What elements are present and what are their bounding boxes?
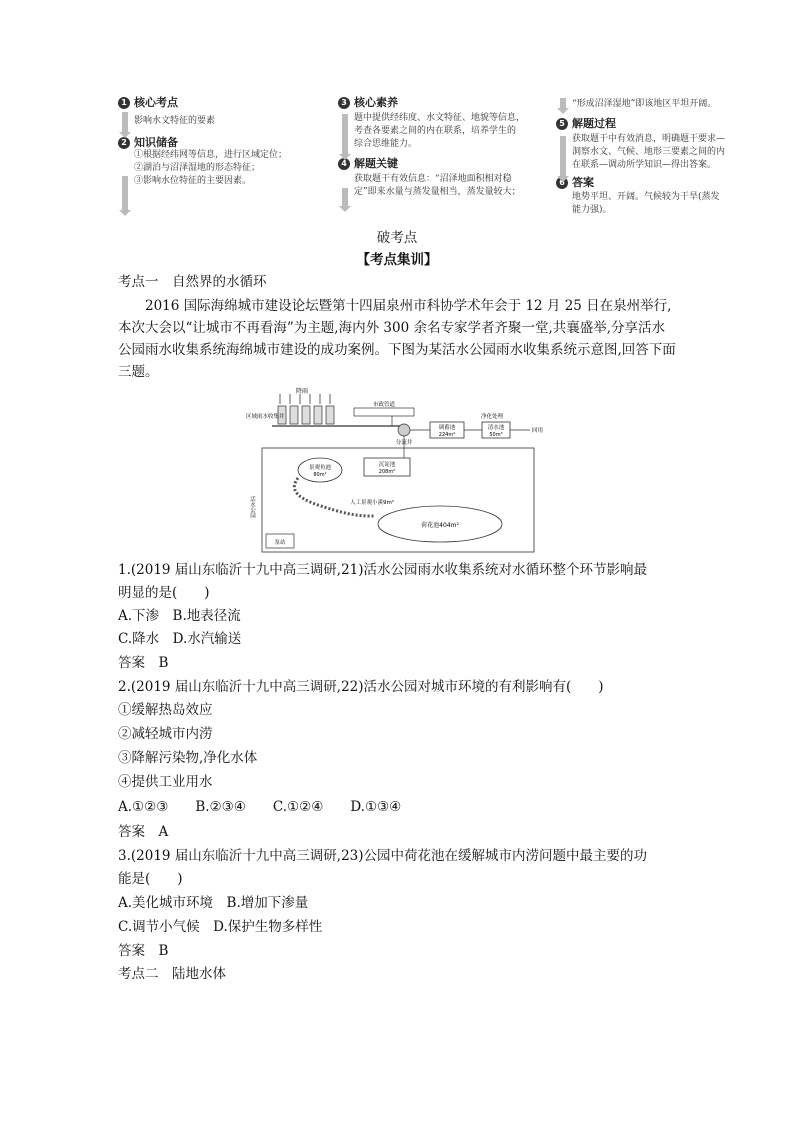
question-3-text: 3.(2019 届山东临沂十九中高三调研,23)公园中荷花池在缓解城市内涝问题中最主要的功: [118, 848, 648, 864]
subsection-title: 【考点集训】: [356, 252, 438, 268]
question-2-item: ④提供工业用水: [118, 774, 213, 790]
purify-label: 净化处理: [480, 414, 504, 420]
svg-text:泵站: 泵站: [274, 540, 286, 546]
svg-text:208m²: 208m²: [378, 469, 396, 475]
summary-column-1: 1 核心考点 影响水文特征的要素 2 知识储备 ①根据经纬网等信息，进行区域定位； ②湖泊与沼泽湿地的形态特征； ③影响水位特征的主要因素。: [118, 96, 328, 188]
rainwater-system-diagram: [244, 386, 548, 554]
svg-text:调蓄池: 调蓄池: [438, 425, 456, 431]
question-2-options: A.①②③ B.②③④ C.①②④ D.①③④: [118, 799, 402, 815]
topic-heading: 考点一 自然界的水循环: [118, 274, 267, 290]
step-key: 4 解题关键: [338, 157, 548, 170]
step-number-icon: 2: [118, 137, 130, 149]
question-3-answer: 答案 B: [118, 943, 169, 959]
pipe-label: 市政管道: [372, 402, 396, 408]
step-number-icon: 6: [556, 177, 568, 189]
svg-text:清水池: 清水池: [487, 425, 505, 431]
step-number-icon: 3: [338, 97, 350, 109]
question-1-options-a: A.下渗 B.地表径流: [118, 608, 241, 624]
summary-column-2: 3 核心素养 题中提供经纬度、水文特征、地貌等信息， 考查各要素之间的内在联系，培养学生的 综合思维能力。 4 解题关键 获取题干有效信息：“沼泽地面积相对稳 定”即来水量与蒸发量相当，蒸发量较大；: [338, 96, 548, 199]
step-number-icon: 5: [556, 118, 568, 130]
svg-text:景观鱼池: 景观鱼池: [308, 465, 332, 471]
svg-text:沉淀池: 沉淀池: [378, 462, 396, 468]
step-process: 5 解题过程: [556, 117, 766, 130]
wetland-label: 人工景观小溪9m²: [350, 500, 395, 506]
question-1-options-b: C.降水 D.水汽输送: [118, 631, 242, 647]
splitter-well: [398, 424, 410, 436]
question-3-text-cont: 能是( ): [118, 871, 183, 887]
reuse-label: 回用: [532, 428, 544, 434]
intro-paragraph: 2016 国际海绵城市建设论坛暨第十四届泉州市科协学术年会于 12 月 25 日在泉州举行,本次大会以“让城市不再看海”为主题,海内外 300 余名专家学者齐聚一堂,共襄盛举,分享活水公园雨水收集系统海绵城市建设的成功案例。下图为某活水公园雨水收集系统示意图,回答下面三题。: [118, 298, 676, 380]
question-1-text-cont: 明显的是( ): [118, 585, 210, 601]
question-2-answer: 答案 A: [118, 824, 169, 840]
step-answer: 6 答案: [556, 176, 766, 189]
svg-text:224m²: 224m²: [438, 432, 456, 438]
svg-text:荷花池404m²: 荷花池404m²: [421, 522, 459, 529]
question-3-options-b: C.调节小气候 D.保护生物多样性: [118, 919, 323, 935]
summary-column-3: “形成沼泽湿地”即该地区平坦开阔。 5 解题过程 获取题干中有效消息，明确题干要求— 洞察水文、气候、地形三要素之间的内 在联系—调动所学知识—得出答案。 6 答案 地势平坦、开阔。气候较为干旱(蒸发 能力强)。: [556, 98, 766, 217]
question-1-answer: 答案 B: [118, 655, 169, 671]
question-3-options-a: A.美化城市环境 B.增加下渗量: [118, 895, 309, 911]
collector-label: 区域雨水收集井: [246, 414, 285, 420]
step-number-icon: 1: [118, 97, 130, 109]
question-2-item: ②减轻城市内涝: [118, 726, 213, 742]
step-knowledge: 2 知识储备: [118, 136, 328, 149]
park-label: 活水公园: [249, 496, 255, 518]
step-core-point: 1 核心考点: [118, 96, 328, 109]
splitter-label: 分流井: [395, 440, 413, 446]
topic-heading-2: 考点二 陆地水体: [118, 966, 226, 982]
step-number-icon: 4: [338, 158, 350, 170]
svg-text:50m³: 50m³: [489, 432, 503, 438]
step-core-literacy: 3 核心素养: [338, 96, 548, 109]
svg-text:80m²: 80m²: [313, 472, 327, 478]
rain-label: 降雨: [295, 388, 309, 395]
question-2-item: ①缓解热岛效应: [118, 702, 213, 718]
question-2-text: 2.(2019 届山东临沂十九中高三调研,22)活水公园对城市环境的有利影响有( ): [118, 679, 604, 695]
section-title: 破考点: [376, 230, 418, 246]
question-2-item: ③降解污染物,净化水体: [118, 750, 258, 766]
question-1-text: 1.(2019 届山东临沂十九中高三调研,21)活水公园雨水收集系统对水循环整个环节影响最: [118, 562, 648, 578]
